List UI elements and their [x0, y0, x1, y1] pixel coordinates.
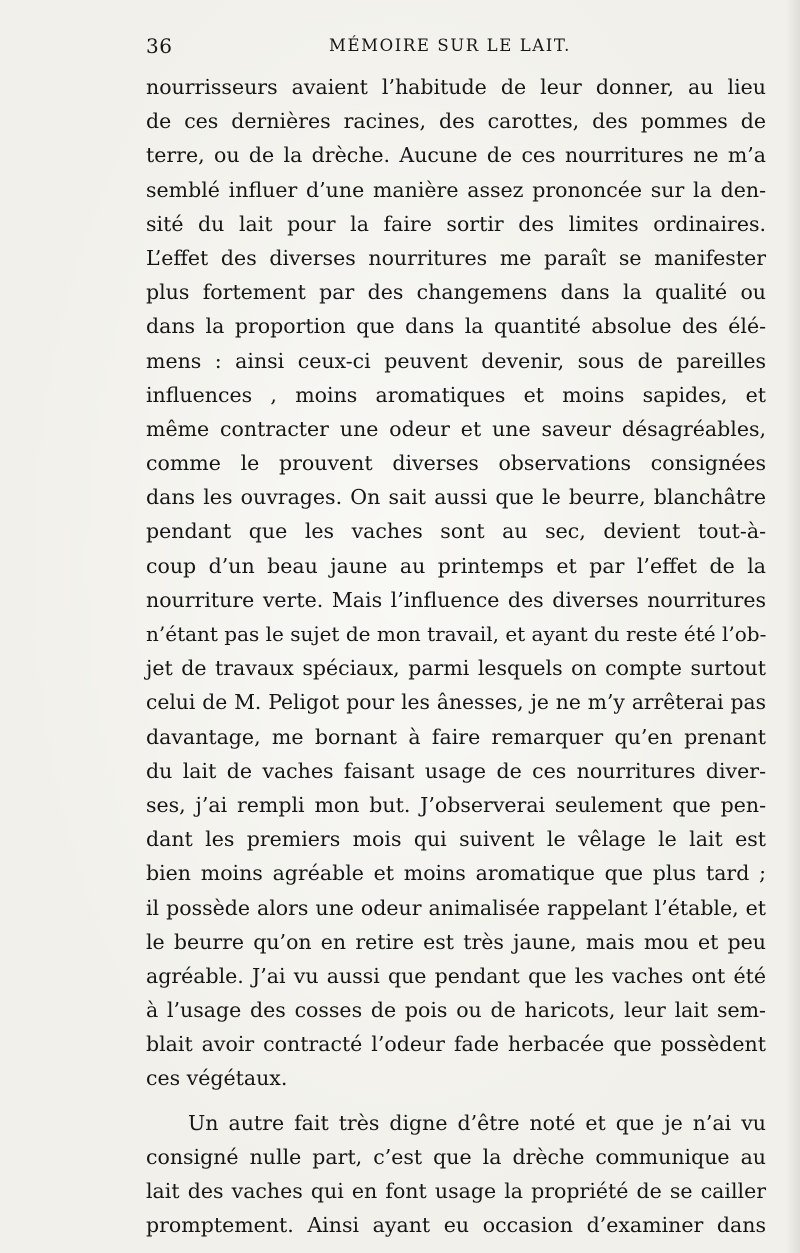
text-line: agréable. J’ai vu aussi que pendant que les vaches ont été — [146, 963, 766, 988]
text-line: ces végétaux. — [146, 1066, 288, 1091]
text-line: influences , moins aromatiques et moins sapides, et — [146, 382, 766, 407]
page-number: 36 — [146, 34, 173, 58]
text-line: terre, ou de la drèche. Aucune de ces nourritures ne m’a — [146, 143, 766, 168]
text-line: nourrisseurs avaient l’habitude de leur donner, au lieu — [146, 75, 766, 99]
text-line: coup d’un beau jaune au printemps et par l’effet de la — [146, 553, 766, 578]
text-line: sité du lait pour la faire sortir des limites ordinaires. — [146, 211, 766, 236]
page-edge-shadow — [786, 0, 800, 1253]
text-line: n’étant pas le sujet de mon travail, et ayant du reste été l’ob- — [146, 622, 767, 646]
text-line: à l’usage des cosses de pois ou de haricots, leur lait sem- — [146, 998, 766, 1023]
text-line: bien moins agréable et moins aromatique que plus tard ; — [146, 861, 766, 886]
paragraph — [146, 1106, 766, 1243]
text-line: semblé influer d’une manière assez prononcée sur la den- — [146, 177, 766, 202]
text-line: du lait de vaches faisant usage de ces nourritures diver- — [146, 758, 766, 783]
text-line: davantage, me bornant à faire remarquer qu’en prenant — [146, 724, 766, 749]
text-line: pendant que les vaches sont au sec, devient tout-à- — [146, 519, 766, 544]
text-line: Un autre fait très digne d’être noté et que je n’ai vu — [188, 1110, 766, 1135]
text-line: consigné nulle part, c’est que la drèche communique au — [146, 1144, 766, 1169]
paragraph-gap — [146, 1096, 766, 1106]
page-header — [146, 34, 766, 64]
body-text — [146, 70, 766, 1242]
text-line: plus fortement par des changemens dans la qualité ou — [146, 280, 766, 305]
text-line: même contracter une odeur et une saveur désagréables, — [146, 416, 766, 441]
text-line: lait des vaches qui en font usage la propriété de se cailler — [146, 1179, 766, 1203]
text-line: mens : ainsi ceux-ci peuvent devenir, sous de pareilles — [146, 348, 766, 373]
running-title: MÉMOIRE SUR LE LAIT. — [329, 36, 571, 55]
text-line: L’effet des diverses nourritures me paraît se manifester — [146, 245, 766, 270]
text-line: blait avoir contracté l’odeur fade herbacée que possèdent — [146, 1032, 766, 1057]
text-line: il possède alors une odeur animalisée rappelant l’étable, et — [146, 895, 766, 920]
text-line: nourriture verte. Mais l’influence des diverses nourritures — [146, 587, 766, 612]
text-line: celui de M. Peligot pour les ânesses, je ne m’y arrêterai pas — [146, 690, 766, 715]
text-line: de ces dernières racines, des carottes, des pommes de — [146, 109, 766, 134]
text-line: promptement. Ainsi ayant eu occasion d’examiner dans — [146, 1213, 766, 1238]
text-line: le beurre qu’on en retire est très jaune, mais mou et peu — [146, 929, 766, 954]
text-line: ses, j’ai rempli mon but. J’observerai seulement que pen- — [146, 792, 766, 817]
text-line: dans les ouvrages. On sait aussi que le beurre, blanchâtre — [146, 485, 766, 510]
text-line: dans la proportion que dans la quantité absolue des élé- — [146, 314, 766, 339]
text-line: dant les premiers mois qui suivent le vêlage le lait est — [146, 827, 766, 852]
text-line: comme le prouvent diverses observations consignées — [146, 451, 766, 476]
text-line: jet de travaux spéciaux, parmi lesquels on compte surtout — [146, 656, 766, 681]
paragraph — [146, 70, 766, 1096]
